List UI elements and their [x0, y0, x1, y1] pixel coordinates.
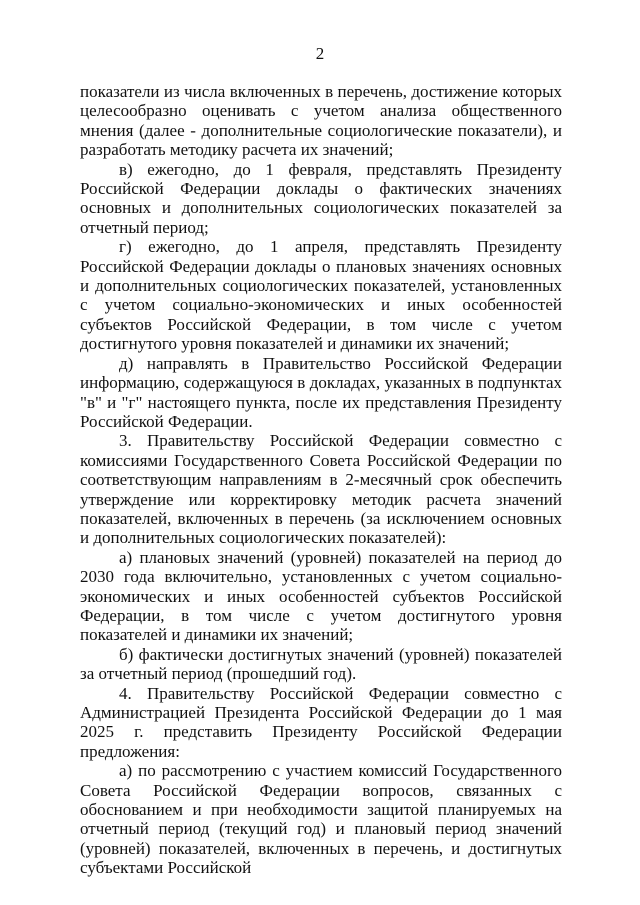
paragraph-section-3-item-a: а) плановых значений (уровней) показателей на период до 2030 года включительно, установленных с учетом социально-экономических и иных особенностей субъектов Российской Федерации, в том числе с учетом достигнутого уровня показателей и динамики их значений;	[80, 547, 562, 645]
paragraph-section-3: 3. Правительству Российской Федерации совместно с комиссиями Государственного Совета Российской Федерации по соответствующим направлениям в 2-месячный срок обеспечить утверждение или корректировку методик расчета значений показателей, включенных в перечень (за исключением основных и дополнительных социологических показателей):	[80, 431, 562, 548]
paragraph-item-g: г) ежегодно, до 1 апреля, представлять Президенту Российской Федерации доклады о плановых значениях основных и дополнительных социологических показателей, установленных с учетом социально-экономических и иных особенностей субъектов Российской Федерации, в том числе с учетом достигнутого уровня показателей и динамики их значений;	[80, 237, 562, 354]
paragraph-section-3-item-b: б) фактически достигнутых значений (уровней) показателей за отчетный период (прошедший год).	[80, 644, 562, 684]
paragraph-continuation: показатели из числа включенных в перечень, достижение которых целесообразно оценивать с учетом анализа общественного мнения (далее - дополнительные социологические показатели), и разработать методику расчета их значений;	[80, 82, 562, 160]
paragraph-section-4-item-a: а) по рассмотрению с участием комиссий Государственного Совета Российской Федерации вопросов, связанных с обоснованием и при необходимости защитой планируемых на отчетный период (текущий год) и плановый период значений (уровней) показателей, включенных в перечень, и достигнутых субъектами Российской	[80, 761, 562, 878]
page-number: 2	[315, 44, 325, 63]
paragraph-item-d: д) направлять в Правительство Российской Федерации информацию, содержащуюся в докладах, указанных в подпунктах "в" и "г" настоящего пункта, после их представления Президенту Российской Федерации.	[80, 353, 562, 431]
document-body	[80, 82, 562, 878]
paragraph-item-v: в) ежегодно, до 1 февраля, представлять Президенту Российской Федерации доклады о фактических значениях основных и дополнительных социологических показателей за отчетный период;	[80, 159, 562, 237]
paragraph-section-4: 4. Правительству Российской Федерации совместно с Администрацией Президента Российской Федерации до 1 мая 2025 г. представить Президенту Российской Федерации предложения:	[80, 683, 562, 761]
